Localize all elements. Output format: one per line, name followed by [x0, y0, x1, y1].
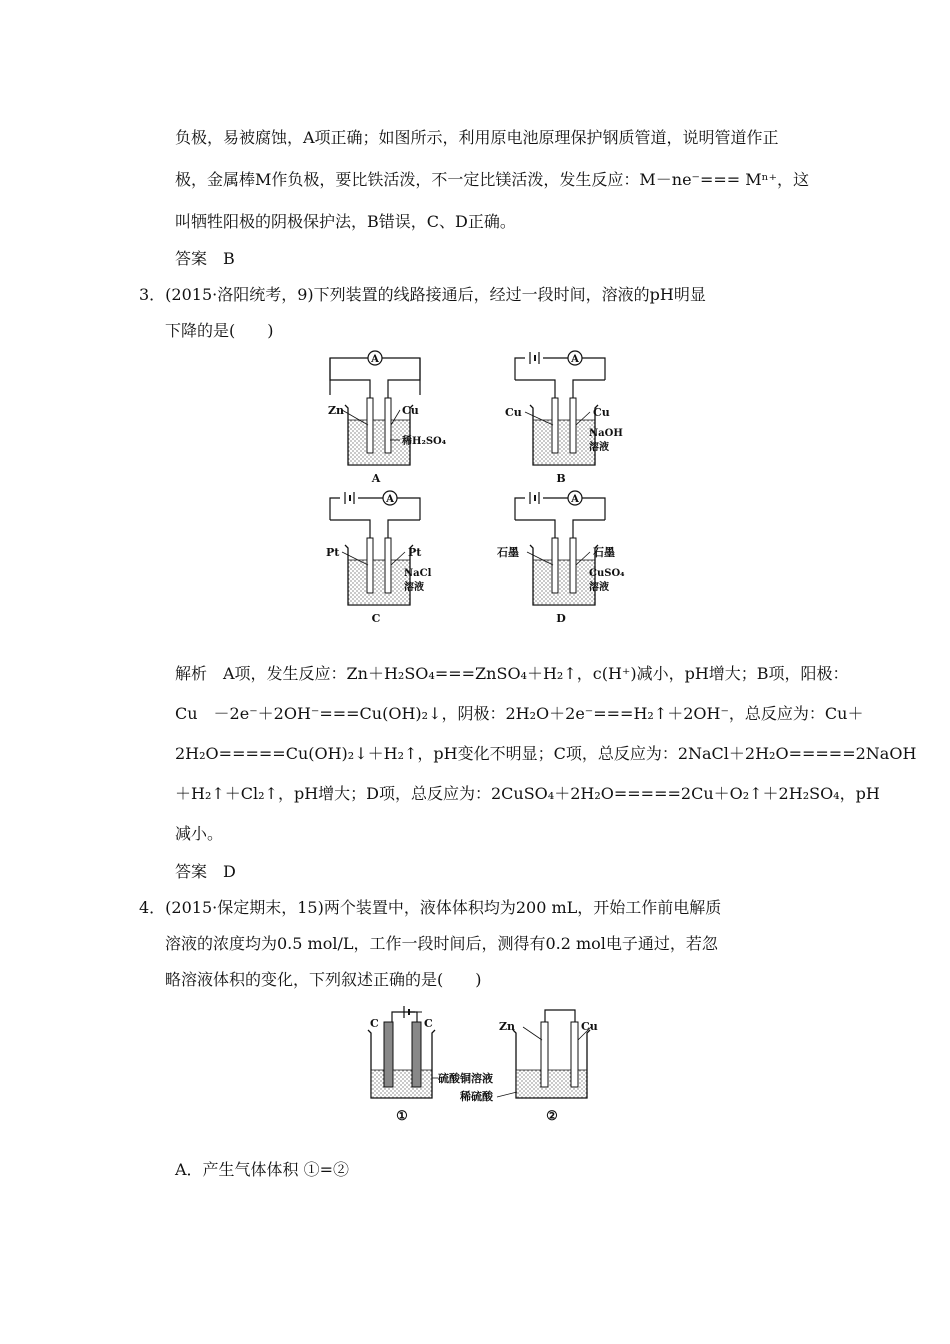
question-4-stem: 略溶液体积的变化，下列叙述正确的是( ): [165, 970, 482, 989]
svg-text:B: B: [556, 472, 566, 485]
svg-text:A: A: [571, 494, 579, 505]
cell-c: [326, 491, 432, 625]
svg-text:Cu: Cu: [505, 406, 522, 419]
question-3-figure: [320, 350, 650, 630]
svg-text:NaCl: NaCl: [404, 568, 432, 579]
svg-text:A: A: [386, 494, 394, 505]
svg-text:②: ②: [546, 1109, 558, 1124]
analysis-line: 2H₂O=====Cu(OH)₂↓＋H₂↑，pH变化不明显；C项，总反应为：2NaCl＋2H₂O=====2NaOH: [175, 744, 917, 763]
svg-text:A: A: [371, 472, 381, 485]
text-line: 叫牺牲阳极的阴极保护法，B错误，C、D正确。: [175, 212, 516, 231]
svg-text:硫酸铜溶液: 硫酸铜溶液: [438, 1072, 493, 1085]
svg-text:Cu: Cu: [402, 404, 419, 417]
analysis-line: 解析 A项，发生反应：Zn＋H₂SO₄===ZnSO₄＋H₂↑，c(H⁺)减小，pH增大；B项，阳极：: [175, 664, 849, 683]
question-3-stem: 下降的是( ): [165, 321, 274, 340]
question-4-stem: 4．(2015·保定期末，15)两个装置中，液体体积均为200 mL，开始工作前电解质: [139, 898, 722, 917]
svg-text:Pt: Pt: [326, 546, 340, 559]
svg-text:Cu: Cu: [593, 406, 610, 419]
svg-text:Pt: Pt: [408, 546, 422, 559]
answer-line: 答案 B: [175, 249, 235, 268]
device-1: [368, 1006, 493, 1124]
svg-text:稀H₂SO₄: 稀H₂SO₄: [402, 436, 447, 447]
svg-text:Zn: Zn: [499, 1020, 516, 1033]
svg-text:溶液: 溶液: [404, 582, 424, 593]
answer-line: 答案 D: [175, 862, 236, 881]
svg-text:A: A: [571, 354, 579, 365]
cell-a: [328, 351, 447, 485]
cell-b: [505, 351, 623, 485]
svg-text:Cu: Cu: [581, 1020, 598, 1033]
question-4-stem: 溶液的浓度均为0.5 mol/L，工作一段时间后，测得有0.2 mol电子通过，若忽: [165, 934, 718, 953]
svg-text:C: C: [371, 612, 381, 625]
option-a: A．产生气体体积 ①=②: [175, 1160, 350, 1179]
svg-text:D: D: [556, 612, 566, 625]
svg-text:NaOH: NaOH: [589, 428, 623, 439]
svg-text:溶液: 溶液: [589, 442, 609, 453]
svg-text:CuSO₄: CuSO₄: [589, 568, 625, 579]
svg-text:A: A: [371, 354, 379, 365]
analysis-line: 减小。: [175, 824, 224, 843]
svg-text:C: C: [424, 1017, 433, 1030]
question-3-stem: 3．(2015·洛阳统考，9)下列装置的线路接通后，经过一段时间，溶液的pH明显: [139, 285, 706, 304]
svg-text:稀硫酸: 稀硫酸: [460, 1090, 493, 1103]
svg-text:石墨: 石墨: [497, 546, 519, 559]
text-line: 负极，易被腐蚀，A项正确；如图所示，利用原电池原理保护钢质管道，说明管道作正: [175, 128, 779, 147]
question-4-figure: [360, 1000, 600, 1135]
device-2: [497, 1010, 598, 1124]
svg-text:Zn: Zn: [328, 404, 345, 417]
analysis-line: ＋H₂↑＋Cl₂↑，pH增大；D项，总反应为：2CuSO₄＋2H₂O=====2Cu＋O₂↑＋2H₂SO₄，pH: [175, 784, 880, 803]
cell-d: [497, 491, 625, 625]
analysis-line: Cu －2e⁻＋2OH⁻===Cu(OH)₂↓，阴极：2H₂O＋2e⁻===H₂↑＋2OH⁻，总反应为：Cu＋: [175, 704, 864, 723]
svg-text:①: ①: [396, 1109, 408, 1124]
svg-text:石墨: 石墨: [593, 546, 615, 559]
text-line: 极，金属棒M作负极，要比铁活泼，不一定比镁活泼，发生反应：M－ne⁻=== Mⁿ⁺，这: [175, 170, 810, 189]
svg-text:溶液: 溶液: [589, 582, 609, 593]
svg-text:C: C: [370, 1017, 379, 1030]
